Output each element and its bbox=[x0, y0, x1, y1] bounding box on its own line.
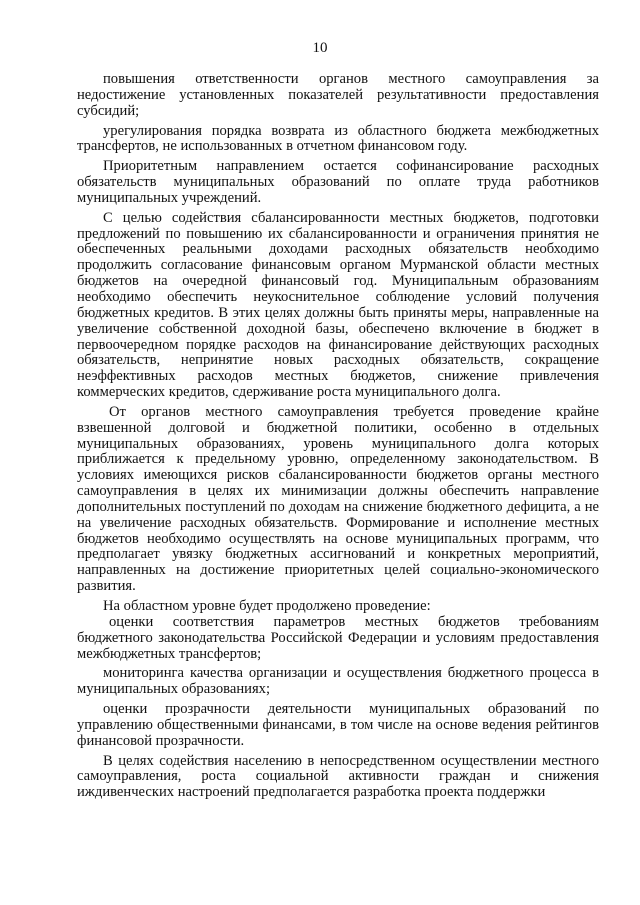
list-item-assessment: оценки соответствия параметров местных бюджетов требованиям бюджетного законодательства Российской Федерации и условиям предоставления межбюджетных трансфертов; bbox=[77, 613, 599, 662]
paragraph-regional-level: На областном уровне будет продолжено проведение: bbox=[103, 598, 431, 614]
list-item-monitoring: мониторинга качества организации и осуществления бюджетного процесса в муниципальных образованиях; bbox=[77, 665, 599, 698]
document-body bbox=[77, 72, 599, 805]
paragraph-responsibility: повышения ответственности органов местного самоуправления за недостижение установленных показателей результативности предоставления субсидий; bbox=[77, 71, 599, 119]
paragraph-refund-order: урегулирования порядка возврата из областного бюджета межбюджетных трансфертов, не использованных в отчетном финансовом году. bbox=[77, 122, 599, 155]
list-item-transparency: оценки прозрачности деятельности муниципальных образований по управлению общественными финансами, в том числе на основе ведения рейтингов финансовой прозрачности. bbox=[77, 701, 599, 749]
paragraph-priority: Приоритетным направлением остается софинансирование расходных обязательств муниципальных образований по оплате труда работников муниципальных учреждений. bbox=[77, 158, 599, 206]
paragraph-support: В целях содействия населению в непосредственном осуществлении местного самоуправления, роста социальной активности граждан и снижения иждивенческих настроений предполагается разработка проекта поддержки bbox=[77, 752, 599, 801]
page-number: 10 bbox=[312, 40, 328, 56]
paragraph-balance: С целью содействия сбалансированности местных бюджетов, подготовки предложений по повышению их сбалансированности и ограничения принятия не обеспеченных реальными доходами расходных обязательств необходимо продолжить согласование финансовым органом Мурманской области местных бюджетов на очередной финансовый год. Муниципальным образованиям необходимо обеспечить неукоснительное соблюдение условий получения бюджетных кредитов. В этих целях должны быть приняты меры, направленные на увеличение собственной доходной базы, обеспечено включение в бюджет в первоочередном порядке расходов на финансирование действующих расходных обязательств, непринятие новых расходных обязательств, сокращение неэффективных расходов местных бюджетов, снижение привлечения коммерческих кредитов, сдерживание роста муниципального долга. bbox=[77, 209, 599, 401]
paragraph-debt-policy: От органов местного самоуправления требуется проведение крайне взвешенной долговой и бюджетной политики, особенно в отдельных муниципальных образованиях, уровень муниципального долга которых приближается к предельному уровню, определенному законодательством. В условиях имеющихся рисков сбалансированности бюджетов органы местного самоуправления в целях их минимизации должны обеспечить направление дополнительных поступлений по доходам на снижение бюджетного дефицита, а не на увеличение расходных обязательств. Формирование и исполнение местных бюджетов необходимо осуществлять на основе муниципальных программ, что предполагает увязку бюджетных ассигнований и конкретных мероприятий, направленных на достижение приоритетных целей социально-экономического развития. bbox=[77, 403, 599, 595]
